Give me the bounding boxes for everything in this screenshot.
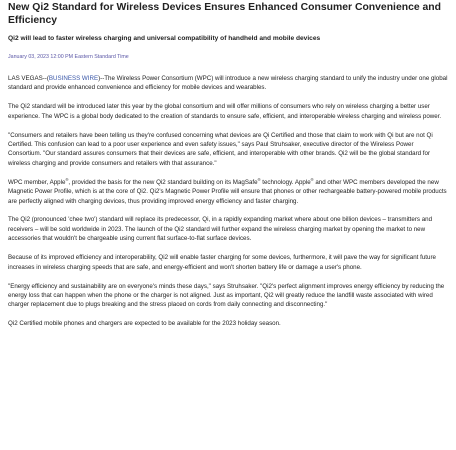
paragraph-1-text: )--The Wireless Power Consortium (WPC) will introduce a new wireless charging standard to unify the industry under one global standard and provide enhanced convenience and efficiency for mobile devices and wearables. [8, 75, 448, 92]
article-dateline: January 03, 2023 12:00 PM Eastern Standard Time [8, 54, 129, 60]
paragraph-7: "Energy efficiency and sustainability are on everyone's minds these days," says Struhsaker. "Qi2's perfect alignment improves energy efficiency by reducing the energy loss that can happen when the phone or the charger is not aligned. Just as important, Qi2 will greatly reduce the landfill waste associated with wired charger replacement due to plugs breaking and the stress placed on cords from daily connecting and disconnecting." [8, 282, 445, 309]
paragraph-5: The Qi2 (pronounced 'chee two') standard will replace its predecessor, Qi, in a rapidly expanding market where about one billion devices – transmitters and receivers – will be sold worldwide in 2023. The launch of the Qi2 standard will further expand the wireless charging market by opening the market to new accessories that wouldn't be chargeable using current flat surface-to-flat surface devices. [8, 216, 433, 243]
registered-mark: ® [257, 176, 261, 182]
paragraph-3: "Consumers and retailers have been telling us they're confused concerning what devices are Qi Certified and those that claim to work with Qi but are not Qi Certified. This confusion can lead to a poor user experience and even safety issues," says Paul Struhsaker, executive director of the Wireless Power Consortium. "Our standard assures consumers that their devices are safe, efficient, and interoperable with other brands. Qi2 will be the global standard for wireless charging and provide consumers and retailers with that assurance." [8, 131, 433, 167]
paragraph-4-part4: and other WPC members developed the new Magnetic Power Profile, which is at the core of Qi2. Qi2's Magnetic Power Profile will ensure that phones or other rechargeable battery-powered mobile products are perfectly aligned with charging devices, thus providing improved energy efficiency and faster charging. [8, 178, 447, 205]
registered-mark: ® [65, 176, 69, 182]
paragraph-4 [8, 178, 448, 206]
business-wire-link[interactable]: BUSINESS WIRE [48, 75, 99, 82]
paragraph-4-part3: technology. Apple [260, 178, 311, 186]
paragraph-1 [8, 74, 448, 93]
paragraph-8: Qi2 Certified mobile phones and chargers are expected to be available for the 2023 holiday season. [8, 320, 281, 328]
paragraph-4-part1: WPC member, Apple [8, 178, 66, 186]
registered-mark: ® [310, 176, 314, 182]
paragraph-6: Because of its improved efficiency and interoperability, Qi2 will enable faster charging for some devices, furthermore, it will pave the way for significant future increases in wireless charging speeds that are safe, and energy-efficient and won't shorten battery life or damage a user's phone. [8, 254, 436, 271]
article-subheadline: Qi2 will lead to faster wireless charging and universal compatibility of handheld and mobile devices [8, 35, 321, 42]
article-headline: New Qi2 Standard for Wireless Devices Ensures Enhanced Consumer Convenience and Efficiency [8, 2, 441, 26]
paragraph-2: The Qi2 standard will be introduced later this year by the global consortium and will offer millions of consumers who rely on wireless charging a better user experience. The WPC is a global body dedicated to the creation of standards to ensure safe, efficient, and interoperable wireless charging and wireless power. [8, 103, 442, 120]
paragraph-4-part2: , provided the basis for the new Qi2 standard building on its MagSafe [68, 178, 258, 186]
dateline-location: LAS VEGAS--( [8, 75, 49, 82]
